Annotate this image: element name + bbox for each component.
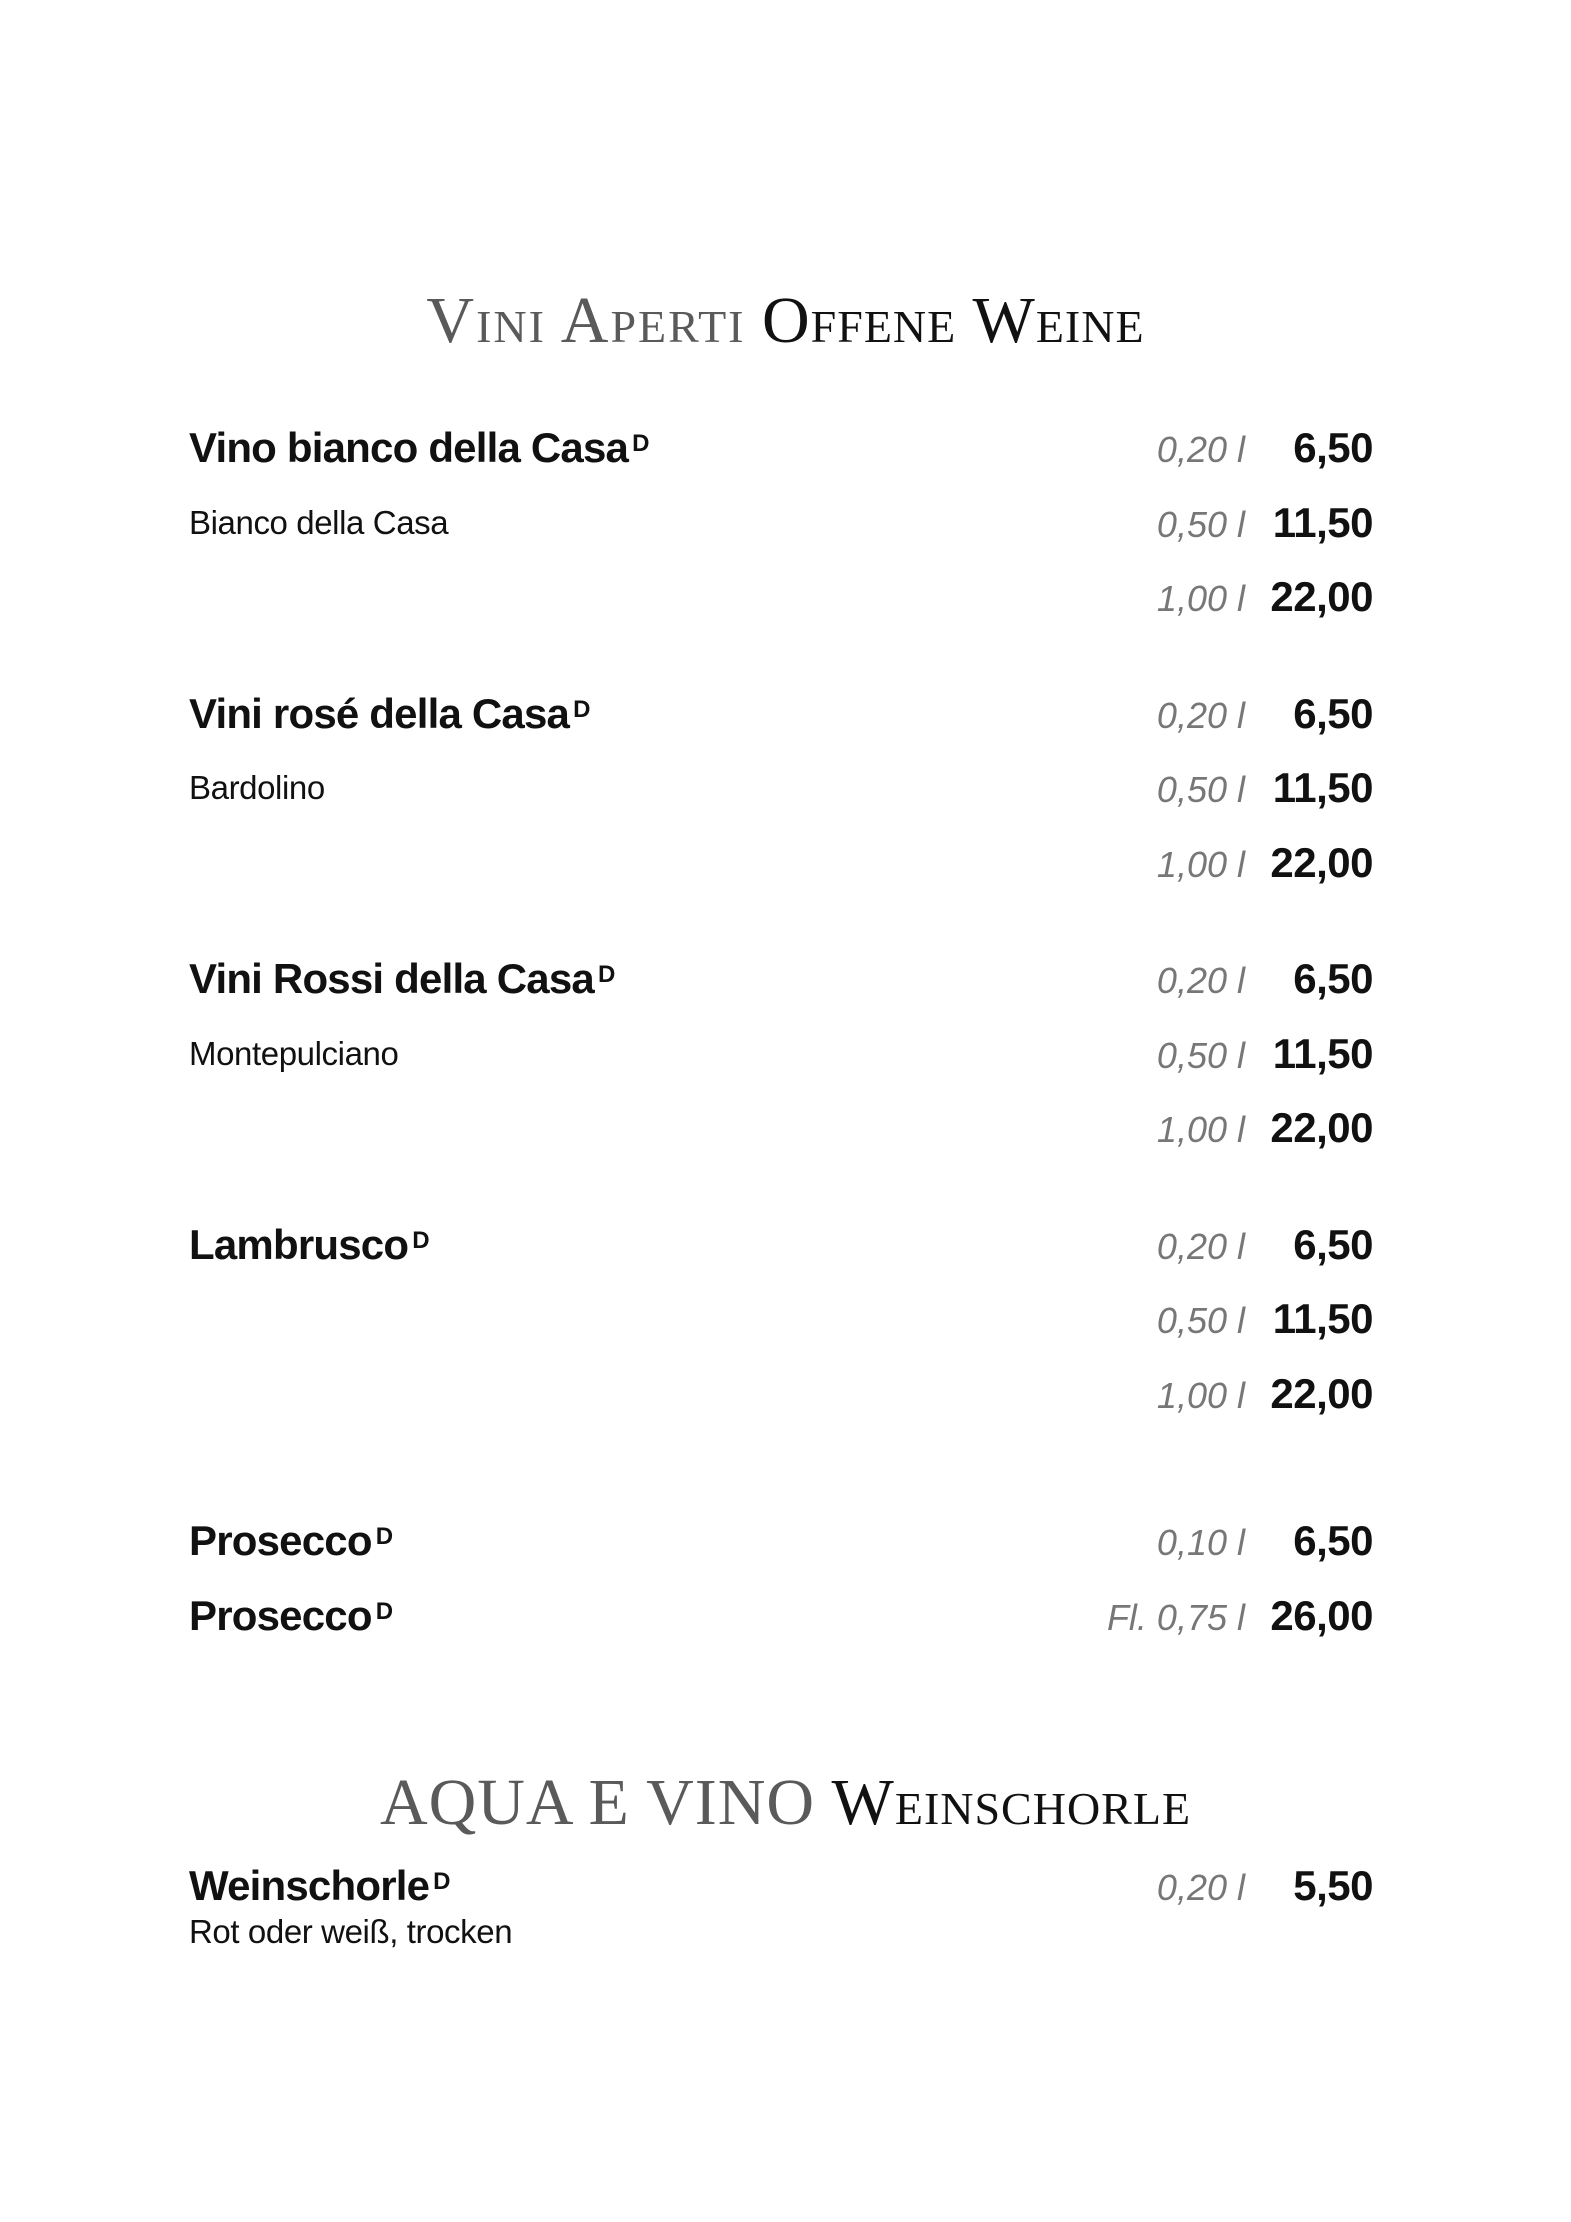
item-name-text: Weinschorle [189, 1862, 430, 1909]
item-quantity: 0,50 l [1156, 504, 1245, 545]
allergen-mark: D [632, 430, 649, 457]
item-quantity: 0,20 l [1156, 960, 1245, 1001]
item-price: 6,50 [1293, 690, 1373, 737]
allergen-mark: D [375, 1523, 393, 1550]
price-row [189, 762, 1373, 822]
allergen-mark: D [573, 696, 590, 723]
price-row [189, 1293, 1373, 1353]
item-name [189, 688, 590, 740]
item-price: 22,00 [1270, 1370, 1373, 1417]
item-price: 6,50 [1293, 955, 1373, 1002]
item-quantity: 0,50 l [1156, 1300, 1245, 1341]
section-title-offene-weine [0, 283, 1571, 359]
item-price: 22,00 [1270, 1104, 1373, 1151]
item-price: 5,50 [1293, 1862, 1373, 1909]
item-quantity: 0,20 l [1156, 1226, 1245, 1267]
price-row [189, 1368, 1373, 1428]
menu-item-vini-rossi [189, 953, 1373, 1013]
item-name-text: Prosecco [189, 1592, 372, 1639]
price-row [189, 837, 1373, 897]
menu-item-prosecco-bottle [189, 1590, 1373, 1650]
item-quantity: 0,50 l [1156, 1035, 1245, 1076]
item-name [189, 1590, 392, 1642]
item-quantity: 0,50 l [1156, 769, 1245, 810]
item-price: 6,50 [1293, 424, 1373, 471]
item-price: 6,50 [1293, 1221, 1373, 1268]
item-name [189, 1219, 429, 1271]
price-row [189, 571, 1373, 631]
item-name [189, 1515, 392, 1567]
item-description: Montepulciano [189, 1035, 399, 1072]
item-name-text: Lambrusco [189, 1221, 409, 1268]
section-title-italian: AQUA E VINO [379, 1766, 816, 1839]
allergen-mark: D [597, 961, 615, 988]
allergen-mark: D [412, 1227, 429, 1254]
price-row [189, 497, 1373, 557]
item-quantity: Fl. 0,75 l [1106, 1597, 1245, 1638]
item-price: 11,50 [1272, 1030, 1373, 1077]
allergen-mark: D [433, 1868, 450, 1895]
item-description: Bardolino [189, 769, 325, 806]
menu-item-weinschorle [189, 1860, 1373, 1960]
section-title-german: Weinschorle [831, 1766, 1192, 1839]
item-name [189, 1860, 450, 1912]
item-price: 26,00 [1270, 1592, 1373, 1639]
item-quantity: 0,20 l [1156, 429, 1245, 470]
menu-item-vini-rose [189, 688, 1373, 748]
item-quantity: 0,20 l [1156, 695, 1245, 736]
price-row [189, 1028, 1373, 1088]
item-name-text: Vini rosé della Casa [189, 690, 570, 737]
item-price: 11,50 [1272, 499, 1373, 546]
item-description: Rot oder weiß, trocken [189, 1913, 513, 1950]
price-row [189, 1102, 1373, 1162]
allergen-mark: D [375, 1598, 393, 1625]
item-price: 6,50 [1293, 1517, 1373, 1564]
item-name [189, 422, 649, 474]
item-quantity: 1,00 l [1156, 578, 1245, 619]
menu-item-prosecco-glass [189, 1515, 1373, 1575]
item-price: 22,00 [1270, 839, 1373, 886]
item-quantity: 0,20 l [1156, 1867, 1245, 1908]
menu-item-lambrusco [189, 1219, 1373, 1279]
item-description: Bianco della Casa [189, 504, 449, 541]
item-price: 22,00 [1270, 573, 1373, 620]
item-name-text: Vino bianco della Casa [189, 424, 629, 471]
item-quantity: 1,00 l [1156, 1109, 1245, 1150]
item-name-text: Vini Rossi della Casa [189, 955, 594, 1002]
item-quantity: 1,00 l [1156, 844, 1245, 885]
item-price: 11,50 [1272, 764, 1373, 811]
item-name [189, 953, 615, 1005]
item-name-text: Prosecco [189, 1517, 372, 1564]
item-quantity: 0,10 l [1156, 1522, 1245, 1563]
section-title-weinschorle [0, 1765, 1571, 1841]
section-title-german: Offene Weine [761, 284, 1145, 357]
section-title-italian: Vini Aperti [426, 284, 746, 357]
item-price: 11,50 [1272, 1295, 1373, 1342]
item-quantity: 1,00 l [1156, 1375, 1245, 1416]
menu-item-vino-bianco [189, 422, 1373, 482]
